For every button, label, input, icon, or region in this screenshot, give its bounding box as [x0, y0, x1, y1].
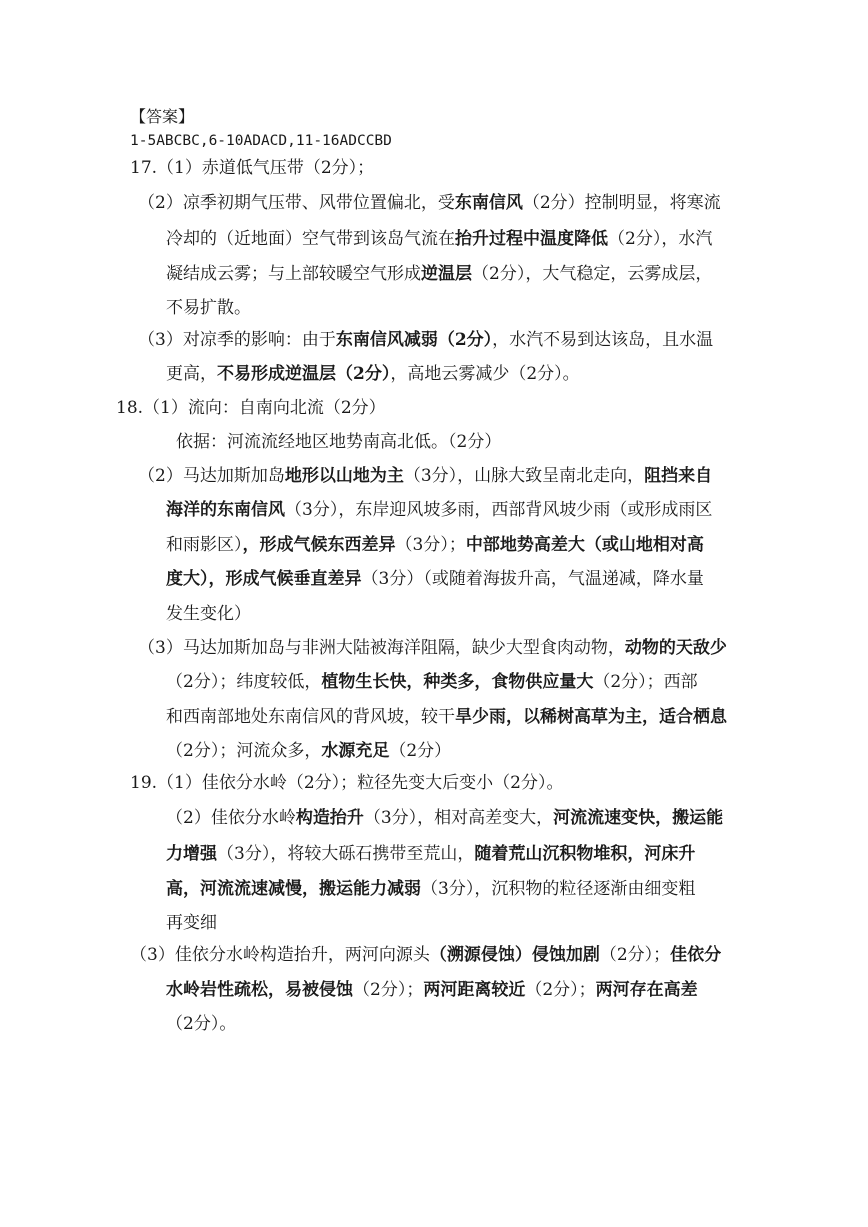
q18-part2-line4: 度大），形成气候垂直差异（3分）（或随着海拔升高，气温递减，降水量: [166, 569, 704, 589]
q18-part2-line5: 发生变化）: [166, 604, 251, 624]
q19-part2-line2: 力增强（3分），将较大砾石携带至荒山，随着荒山沉积物堆积，河床升: [166, 844, 696, 864]
q18-part3-line2: （2分）；纬度较低，植物生长快，种类多，食物供应量大（2分）；西部: [166, 672, 698, 692]
q17-part2-line4: 不易扩散。: [166, 298, 251, 318]
multiple-choice-answers: 1-5ABCBC,6-10ADACD,11-16ADCCBD: [130, 133, 392, 149]
q17-part2-line1: （2）凉季初期气压带、风带位置偏北，受东南信风（2分）控制明显，将寒流: [138, 193, 721, 213]
q19-part3-line3: （2分）。: [166, 1014, 237, 1034]
q17-part2-line3: 凝结成云雾；与上部较暖空气形成逆温层（2分），大气稳定，云雾成层，: [166, 264, 713, 284]
q18-part1-basis: 依据：河流流经地区地势南高北低。（2分）: [176, 432, 502, 452]
q17-part1: 17.（1）赤道低气压带（2分）；: [130, 158, 375, 178]
q17-part3-line2: 更高，不易形成逆温层（2分），高地云雾减少（2分）。: [166, 364, 580, 384]
q17-part3-line1: （3）对凉季的影响：由于东南信风减弱（2分），水汽不易到达该岛，且水温: [138, 330, 714, 350]
q19-part3-line2: 水岭岩性疏松，易被侵蚀（2分）；两河距离较近（2分）；两河存在高差: [166, 980, 698, 1000]
q17-part2-line2: 冷却的（近地面）空气带到该岛气流在抬升过程中温度降低（2分），水汽: [166, 229, 713, 249]
q19-part2-line1: （2）佳依分水岭构造抬升（3分），相对高差变大，河流流速变快，搬运能: [166, 808, 724, 828]
q19-part3-line1: （3）佳依分水岭构造抬升，两河向源头（溯源侵蚀）侵蚀加剧（2分）；佳依分: [130, 945, 722, 965]
q18-part2-line3: 和雨影区），形成气候东西差异（3分）；中部地势高差大（或山地相对高: [166, 535, 704, 555]
q18-part2-line2: 海洋的东南信风（3分），东岸迎风坡多雨，西部背风坡少雨（或形成雨区: [166, 500, 713, 520]
q19-part2-line3: 高，河流流速减慢，搬运能力减弱（3分），沉积物的粒径逐渐由细变粗: [166, 879, 696, 899]
q18-part1-flow: 18.（1）流向：自南向北流（2分）: [116, 398, 386, 418]
q18-part2-line1: （2）马达加斯加岛地形以山地为主（3分），山脉大致呈南北走向，阻挡来自: [138, 466, 713, 486]
q18-part3-line1: （3）马达加斯加岛与非洲大陆被海洋阻隔，缺少大型食肉动物，动物的天敌少: [138, 638, 727, 658]
q18-part3-line3: 和西南部地处东南信风的背风坡，较干旱少雨，以稀树高草为主，适合栖息: [166, 707, 727, 727]
answer-header: 【答案】: [130, 107, 195, 126]
q19-part2-line4: 再变细: [166, 913, 217, 933]
q18-part3-line4: （2分）；河流众多，水源充足（2分）: [166, 741, 452, 761]
q19-part1: 19.（1）佳依分水岭（2分）；粒径先变大后变小（2分）。: [130, 773, 564, 793]
